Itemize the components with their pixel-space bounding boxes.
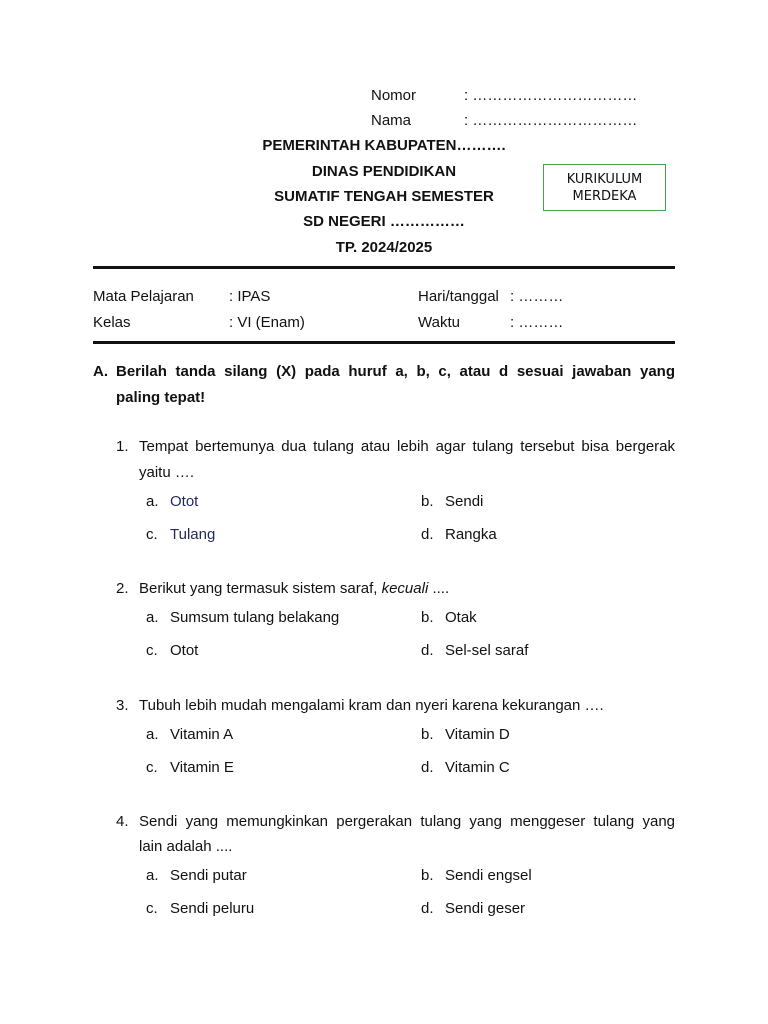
hari-tanggal-label: Hari/tanggal <box>418 288 499 305</box>
option-letter: b. <box>421 609 434 626</box>
option-letter: c. <box>146 642 158 659</box>
question-number: 4. <box>116 813 129 830</box>
option-text: Otak <box>445 609 477 626</box>
nama-label: Nama <box>371 112 412 129</box>
question-number: 1. <box>116 438 129 455</box>
option-letter: a. <box>146 867 159 884</box>
option-text: Sendi <box>445 493 484 510</box>
hari-tanggal-value: : ……… <box>510 288 564 305</box>
nomor-label: Nomor <box>371 87 417 104</box>
option-letter: d. <box>421 900 434 917</box>
option-text: Otot <box>170 642 199 659</box>
option-text: Vitamin E <box>170 759 234 776</box>
nomor-field: : …………………………… <box>464 87 638 104</box>
nama-field: : …………………………… <box>464 112 638 129</box>
option-text: Vitamin D <box>445 726 510 743</box>
option-letter: c. <box>146 526 158 543</box>
option-letter: c. <box>146 900 158 917</box>
question-text-italic: kecuali <box>381 580 429 597</box>
option-letter: b. <box>421 867 434 884</box>
option-text: Sendi geser <box>445 900 526 917</box>
kelas-label: Kelas <box>93 314 131 331</box>
question-number: 2. <box>116 580 129 597</box>
section-a-instruction-line2: paling tepat! <box>116 389 206 406</box>
section-a-instruction-line1: Berilah tanda silang (X) pada huruf a, b, c, atau d sesuai jawaban yang <box>116 363 675 380</box>
option-letter: d. <box>421 642 434 659</box>
option-letter: a. <box>146 493 159 510</box>
mata-pelajaran-value: : IPAS <box>229 288 271 305</box>
question-text-line1: Tempat bertemunya dua tulang atau lebih agar tulang tersebut bisa bergerak <box>139 438 675 455</box>
option-letter: a. <box>146 609 159 626</box>
option-text: Sendi peluru <box>170 900 255 917</box>
option-text: Vitamin C <box>445 759 510 776</box>
kurikulum-merdeka-badge <box>543 164 666 211</box>
question-text-line2: yaitu …. <box>139 464 195 481</box>
title-tahun-pelajaran: TP. 2024/2025 <box>335 239 433 256</box>
option-text: Sendi engsel <box>445 867 532 884</box>
option-text: Otot <box>170 493 199 510</box>
title-sumatif: SUMATIF TENGAH SEMESTER <box>274 188 494 205</box>
question-text-end: .... <box>428 580 450 597</box>
option-text: Sel-sel saraf <box>445 642 529 659</box>
question-text-main: Berikut yang termasuk sistem saraf, <box>139 580 382 597</box>
kelas-value: : VI (Enam) <box>229 314 305 331</box>
option-letter: d. <box>421 526 434 543</box>
question-text-line1: Sendi yang memungkinkan pergerakan tulang yang menggeser tulang yang <box>139 813 675 830</box>
title-pemerintah: PEMERINTAH KABUPATEN………. <box>262 137 506 154</box>
question-text-line2: lain adalah .... <box>139 838 233 855</box>
title-dinas: DINAS PENDIDIKAN <box>311 163 457 180</box>
option-letter: a. <box>146 726 159 743</box>
question-text <box>139 580 449 597</box>
option-text: Sendi putar <box>170 867 247 884</box>
title-sekolah: SD NEGERI …………… <box>303 213 465 230</box>
section-a-letter: A. <box>93 363 108 380</box>
question-text-line1: Tubuh lebih mudah mengalami kram dan nyeri karena kekurangan …. <box>139 697 604 714</box>
option-text: Sumsum tulang belakang <box>170 609 340 626</box>
option-text: Tulang <box>170 526 216 543</box>
question-number: 3. <box>116 697 129 714</box>
waktu-label: Waktu <box>418 314 460 331</box>
header-divider-bottom <box>93 341 675 344</box>
mata-pelajaran-label: Mata Pelajaran <box>93 288 194 305</box>
option-text: Rangka <box>445 526 497 543</box>
waktu-value: : ……… <box>510 314 564 331</box>
option-letter: b. <box>421 493 434 510</box>
option-text: Vitamin A <box>170 726 234 743</box>
option-letter: c. <box>146 759 158 776</box>
option-letter: b. <box>421 726 434 743</box>
option-letter: d. <box>421 759 434 776</box>
kurikulum-line2: MERDEKA <box>572 188 637 204</box>
kurikulum-line1: KURIKULUM <box>566 171 643 187</box>
header-divider-top <box>93 266 675 269</box>
